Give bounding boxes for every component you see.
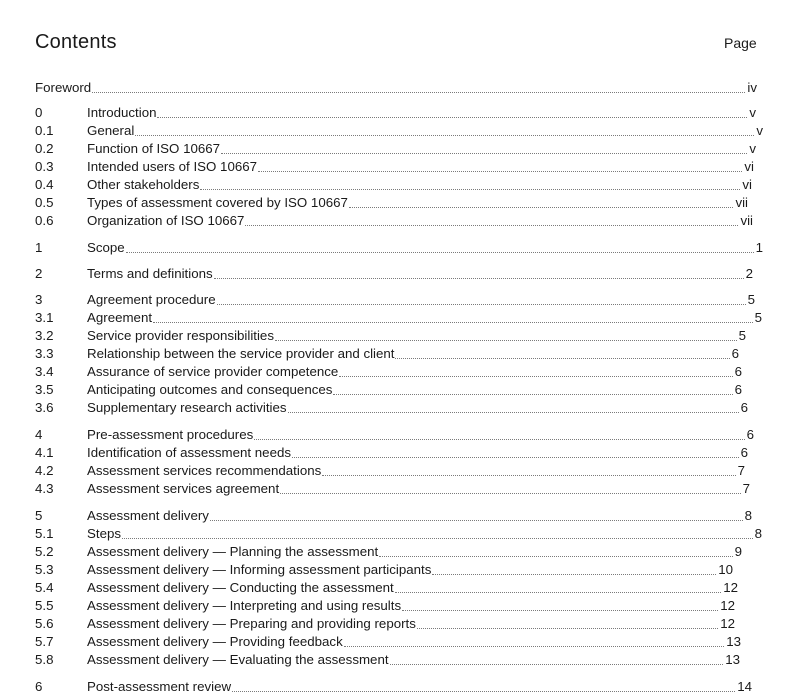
toc-entry-number: 5.2 [35,544,54,559]
toc-entry [0,310,787,326]
toc-entry-title: Scope [87,240,125,255]
toc-entry-line [87,400,748,416]
toc-entry-number: 5 [35,508,43,523]
toc-entry-line [87,159,754,175]
toc-entry-number: 3.6 [35,400,54,415]
toc-entry-title: Introduction [87,105,157,120]
toc-entry [0,105,787,121]
toc-entry-page: vii [735,195,748,210]
toc-entry-title: Assessment delivery — Evaluating the assessment [87,652,389,667]
toc-entry-number: 5.1 [35,526,54,541]
toc-entry-line [87,328,746,344]
toc-entry-line [87,508,752,524]
dot-leader [432,571,716,575]
dot-leader [390,661,724,665]
toc-entry-line [87,177,752,193]
dot-leader [395,589,721,593]
toc-entry [0,616,787,632]
toc-entry-number: 0 [35,105,43,120]
toc-entry [0,328,787,344]
toc-entry-page: 6 [731,346,739,361]
toc-entry-page: v [756,123,763,138]
toc-entry [0,266,787,282]
toc-entry-number: 5.5 [35,598,54,613]
toc-entry-title: Assessment delivery — Informing assessment participants [87,562,432,577]
toc-entry [0,80,787,96]
toc-entry-line [87,445,748,461]
toc-entry [0,400,787,416]
toc-entry-number: 0.6 [35,213,54,228]
dot-leader [333,391,732,395]
toc-entry [0,346,787,362]
toc-entry-page: 6 [740,400,748,415]
toc-entry-number: 0.5 [35,195,54,210]
toc-entry-line [87,213,753,229]
toc-entry-line [87,598,735,614]
toc-entry-number: 2 [35,266,43,281]
dot-leader [126,249,754,253]
dot-leader [221,150,747,154]
dot-leader [417,625,718,629]
toc-entry-title: Assessment services agreement [87,481,280,496]
toc-entry-line [87,195,748,211]
page-column-label: Page [724,35,757,51]
toc-entry-page: 12 [723,580,738,595]
toc-entry [0,508,787,524]
dot-leader [292,454,739,458]
toc-entry-number: 5.6 [35,616,54,631]
toc-entry-page: 6 [734,382,742,397]
toc-entry [0,481,787,497]
toc-entry-line [87,544,742,560]
toc-entry-number: 4.1 [35,445,54,460]
toc-entry-page: 13 [726,634,741,649]
toc-entry [0,445,787,461]
toc-entry-line [87,266,753,282]
contents-heading: Contents [35,31,117,53]
dot-leader [217,301,746,305]
toc-entry [0,195,787,211]
toc-entry-page: iv [747,80,757,95]
toc-entry-number: 3.5 [35,382,54,397]
toc-entry-title: Intended users of ISO 10667 [87,159,258,174]
dot-leader [322,472,735,476]
toc-entry-page: 1 [755,240,763,255]
toc-entry-line [87,526,762,542]
toc-entry [0,240,787,256]
toc-entry-number: 3.1 [35,310,54,325]
toc-entry-line [87,141,756,157]
toc-entry-line [87,123,763,139]
toc-entry-number: 3.3 [35,346,54,361]
toc-entry-page: 7 [742,481,750,496]
dot-leader [245,222,738,226]
toc-entry-page: 12 [720,616,735,631]
toc-entry [0,141,787,157]
toc-entry-title: Assessment delivery — Conducting the assessment [87,580,394,595]
dot-leader [214,275,744,279]
toc-entry [0,526,787,542]
toc-entry-page: 6 [746,427,754,442]
dot-leader [135,132,754,136]
toc-entry-number: 3.2 [35,328,54,343]
toc-entry [0,213,787,229]
toc-entry-number: 0.4 [35,177,54,192]
toc-entry [0,463,787,479]
toc-entry-line [87,652,740,668]
toc-entry-page: 2 [745,266,753,281]
toc-entry-title: Types of assessment covered by ISO 10667 [87,195,348,210]
toc-entry-line [87,580,738,596]
toc-entry-title: Relationship between the service provider and client [87,346,395,361]
toc-entry-page: 5 [747,292,755,307]
toc-entry-page: 5 [738,328,746,343]
toc-entry [0,634,787,650]
toc-entry-title: Organization of ISO 10667 [87,213,245,228]
toc-entry-number: 5.7 [35,634,54,649]
dot-leader [402,607,718,611]
toc-entry-line [87,105,756,121]
toc-entry-page: v [749,141,756,156]
toc-entry-page: vi [744,159,754,174]
toc-entry [0,382,787,398]
dot-leader [280,490,740,494]
toc-entry-title: Assurance of service provider competence [87,364,339,379]
toc-entry-page: 9 [734,544,742,559]
toc-entry [0,427,787,443]
toc-entry-title: Pre-assessment procedures [87,427,254,442]
toc-entry-number: 5.8 [35,652,54,667]
toc-entry [0,652,787,668]
toc-entry-title: Service provider responsibilities [87,328,274,343]
dot-leader [258,168,742,172]
toc-entry [0,580,787,596]
toc-entry-page: v [749,105,756,120]
toc-entry-number: 6 [35,679,43,694]
toc-entry-line [87,364,742,380]
toc-entry-title: Assessment delivery — Preparing and providing reports [87,616,416,631]
toc-entry-number: 0.1 [35,123,54,138]
dot-leader [339,373,732,377]
toc-entry [0,598,787,614]
dot-leader [275,337,737,341]
toc-entry-number: 0.2 [35,141,54,156]
toc-entry-title: Terms and definitions [87,266,213,281]
toc-entry-line [87,292,755,308]
toc-entry-title: Post-assessment review [87,679,232,694]
toc-entry-number: 0.3 [35,159,54,174]
toc-entry-number: 4 [35,427,43,442]
toc-entry-title: Agreement procedure [87,292,216,307]
toc-entry-title: Foreword [35,80,92,95]
dot-leader [288,409,739,413]
toc-entry-title: Assessment delivery [87,508,209,523]
toc-entry-line [87,310,762,326]
toc-entry [0,679,787,695]
toc-entry [0,544,787,560]
dot-leader [344,643,724,647]
toc-entry-line [87,562,733,578]
toc-entry-page: 12 [720,598,735,613]
toc-entry [0,159,787,175]
toc-entry-page: 7 [737,463,745,478]
toc-entry-title: Assessment delivery — Planning the assessment [87,544,379,559]
toc-entry-title: Function of ISO 10667 [87,141,221,156]
toc-entry [0,364,787,380]
toc-entry-page: 8 [754,526,762,541]
dot-leader [349,204,734,208]
toc-entry-line [87,616,735,632]
toc-entry [0,562,787,578]
dot-leader [122,535,753,539]
toc-entry [0,123,787,139]
dot-leader [395,355,729,359]
toc-entry-page: 14 [737,679,752,694]
toc-entry-line [87,240,763,256]
toc-entry-page: 5 [754,310,762,325]
toc-entry-title: Anticipating outcomes and consequences [87,382,333,397]
toc-entry-title: Steps [87,526,122,541]
toc-entry-number: 3 [35,292,43,307]
toc-entry-page: 6 [734,364,742,379]
toc-entry [0,292,787,308]
toc-entry-page: vi [742,177,752,192]
toc-entry-title: Identification of assessment needs [87,445,292,460]
dot-leader [210,517,743,521]
toc-entry-line [87,481,750,497]
toc-entry-title: Agreement [87,310,153,325]
dot-leader [92,89,745,93]
toc-entry-title: General [87,123,135,138]
dot-leader [200,186,740,190]
toc-entry-line [87,634,741,650]
toc-entry [0,177,787,193]
dot-leader [157,114,747,118]
toc-entry-number: 1 [35,240,43,255]
toc-entry-number: 3.4 [35,364,54,379]
toc-entry-title: Assessment delivery — Providing feedback [87,634,343,649]
toc-entry-title: Assessment services recommendations [87,463,322,478]
toc-entry-page: vii [740,213,753,228]
toc-entry-line [87,463,745,479]
toc-entry-line [87,427,754,443]
toc-entry-line [87,382,742,398]
toc-entry-number: 5.3 [35,562,54,577]
dot-leader [379,553,732,557]
toc-entry-page: 13 [725,652,740,667]
toc-entry-line [87,679,752,695]
toc-entry-title: Supplementary research activities [87,400,287,415]
toc-entry-title: Assessment delivery — Interpreting and using results [87,598,402,613]
toc-entry-number: 4.3 [35,481,54,496]
toc-entry-page: 8 [744,508,752,523]
dot-leader [232,688,735,692]
toc-entry-number: 5.4 [35,580,54,595]
toc-entry-page: 6 [740,445,748,460]
dot-leader [254,436,744,440]
dot-leader [153,319,753,323]
toc-entry-title: Other stakeholders [87,177,200,192]
toc-entry-line [35,80,757,96]
toc-entry-page: 10 [718,562,733,577]
toc-entry-number: 4.2 [35,463,54,478]
toc-entry-line [87,346,739,362]
